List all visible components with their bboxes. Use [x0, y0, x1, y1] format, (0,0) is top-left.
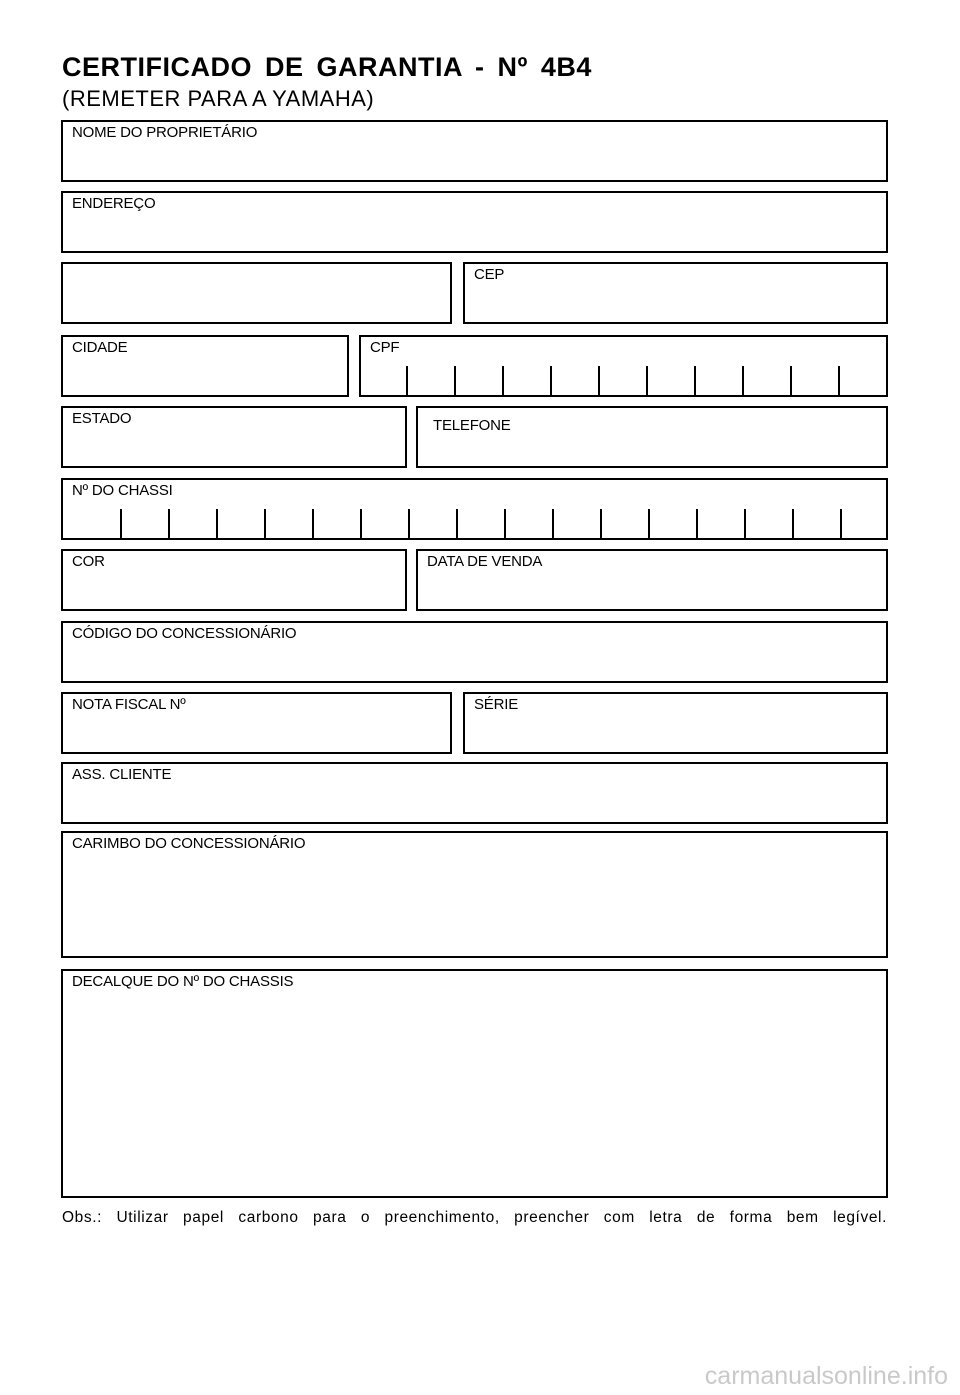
sale-date-field[interactable]	[416, 549, 888, 611]
digit-divider	[120, 509, 122, 538]
cep-field[interactable]	[463, 262, 888, 324]
digit-divider	[598, 366, 600, 395]
digit-divider	[406, 366, 408, 395]
digit-divider	[790, 366, 792, 395]
dealer-code-label: CÓDIGO DO CONCESSIONÁRIO	[72, 625, 297, 642]
digit-divider	[168, 509, 170, 538]
series-label: SÉRIE	[474, 696, 519, 713]
cpf-digit-dividers	[361, 366, 886, 395]
city-label: CIDADE	[72, 339, 128, 356]
digit-divider	[744, 509, 746, 538]
digit-divider	[648, 509, 650, 538]
cep-label: CEP	[474, 266, 505, 283]
digit-divider	[838, 366, 840, 395]
state-label: ESTADO	[72, 410, 132, 427]
cpf-field[interactable]	[359, 335, 888, 397]
chassis-decal-field[interactable]	[61, 969, 888, 1198]
chassis-decal-label: DECALQUE DO Nº DO CHASSIS	[72, 973, 294, 990]
chassis-number-field[interactable]	[61, 478, 888, 540]
chassis-number-label: Nº DO CHASSI	[72, 482, 173, 499]
address-extra-field[interactable]	[61, 262, 452, 324]
digit-divider	[792, 509, 794, 538]
color-label: COR	[72, 553, 105, 570]
certificate-subtitle: (REMETER PARA A YAMAHA)	[62, 86, 375, 111]
digit-divider	[550, 366, 552, 395]
phone-label: TELEFONE	[433, 417, 511, 434]
invoice-number-field[interactable]	[61, 692, 452, 754]
owner-name-label: NOME DO PROPRIETÁRIO	[72, 124, 258, 141]
address-field[interactable]	[61, 191, 888, 253]
color-field[interactable]	[61, 549, 407, 611]
digit-divider	[264, 509, 266, 538]
sale-date-label: DATA DE VENDA	[427, 553, 543, 570]
digit-divider	[454, 366, 456, 395]
dealer-stamp-field[interactable]	[61, 831, 888, 958]
digit-divider	[216, 509, 218, 538]
digit-divider	[312, 509, 314, 538]
observation-note: Obs.: Utilizar papel carbono para o preenchimento, preencher com letra de forma bem legível.	[62, 1209, 887, 1226]
customer-signature-label: ASS. CLIENTE	[72, 766, 172, 783]
certificate-title: CERTIFICADO DE GARANTIA - Nº 4B4	[62, 52, 592, 82]
digit-divider	[840, 509, 842, 538]
digit-divider	[742, 366, 744, 395]
digit-divider	[696, 509, 698, 538]
digit-divider	[504, 509, 506, 538]
invoice-number-label: NOTA FISCAL Nº	[72, 696, 186, 713]
phone-field[interactable]	[416, 406, 888, 468]
cpf-label: CPF	[370, 339, 400, 356]
state-field[interactable]	[61, 406, 407, 468]
address-label: ENDEREÇO	[72, 195, 156, 212]
dealer-code-field[interactable]	[61, 621, 888, 683]
watermark: carmanualsonline.info	[704, 1362, 948, 1390]
customer-signature-field[interactable]	[61, 762, 888, 824]
digit-divider	[694, 366, 696, 395]
digit-divider	[360, 509, 362, 538]
owner-name-field[interactable]	[61, 120, 888, 182]
digit-divider	[456, 509, 458, 538]
dealer-stamp-label: CARIMBO DO CONCESSIONÁRIO	[72, 835, 306, 852]
digit-divider	[646, 366, 648, 395]
city-field[interactable]	[61, 335, 349, 397]
digit-divider	[502, 366, 504, 395]
digit-divider	[552, 509, 554, 538]
chassis-digit-dividers	[63, 509, 886, 538]
digit-divider	[408, 509, 410, 538]
digit-divider	[600, 509, 602, 538]
series-field[interactable]	[463, 692, 888, 754]
